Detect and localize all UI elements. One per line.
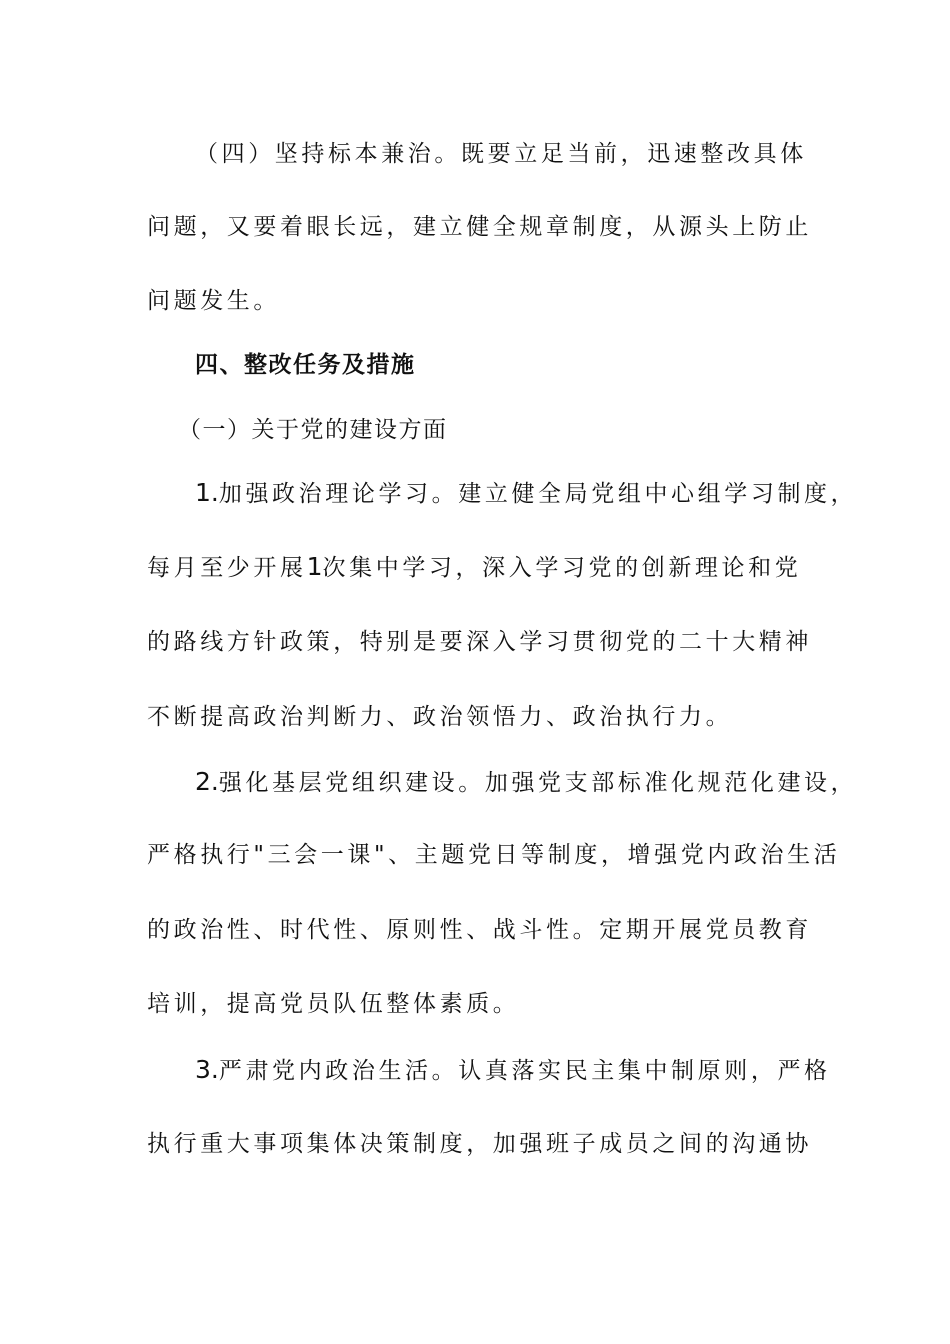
item1-line-4: 不断提高政治判断力、政治领悟力、政治执行力。	[147, 704, 733, 730]
item2-line-4: 培训，提高党员队伍整体素质。	[147, 991, 520, 1017]
item1-line-1	[195, 478, 857, 509]
para4-line-2: 问题，又要着眼长远，建立健全规章制度，从源头上防止	[147, 214, 812, 240]
item1-number: 1.	[195, 478, 219, 507]
item1-line-1-text: 加强政治理论学习。建立健全局党组中心组学习制度，	[218, 481, 858, 507]
item1-line-2-end: 次集中学习，深入学习党的创新理论和党	[322, 555, 802, 581]
para4-line-3: 问题发生。	[147, 288, 280, 314]
item1-line-2-number: 1	[306, 552, 323, 581]
item3-line-1-text: 严肃党内政治生活。认真落实民主集中制原则，严格	[218, 1058, 831, 1084]
item2-line-1-text: 强化基层党组织建设。加强党支部标准化规范化建设，	[218, 770, 858, 796]
item2-number: 2.	[195, 767, 219, 796]
section-heading: 四、整改任务及措施	[195, 352, 416, 378]
para4-line-1: （四）坚持标本兼治。既要立足当前，迅速整改具体	[195, 141, 807, 167]
item1-line-2	[147, 552, 801, 583]
item2-line-1	[195, 767, 857, 798]
item1-line-2-start: 每月至少开展	[147, 555, 307, 581]
item2-line-2: 严格执行"三会一课"、主题党日等制度，增强党内政治生活	[147, 842, 841, 868]
sub-heading: （一）关于党的建设方面	[178, 417, 448, 443]
item3-number: 3.	[195, 1055, 219, 1084]
item2-line-3: 的政治性、时代性、原则性、战斗性。定期开展党员教育	[147, 917, 812, 943]
item1-line-3: 的路线方针政策，特别是要深入学习贯彻党的二十大精神	[147, 629, 812, 655]
item3-line-2: 执行重大事项集体决策制度，加强班子成员之间的沟通协	[147, 1131, 812, 1157]
item3-line-1	[195, 1055, 831, 1086]
